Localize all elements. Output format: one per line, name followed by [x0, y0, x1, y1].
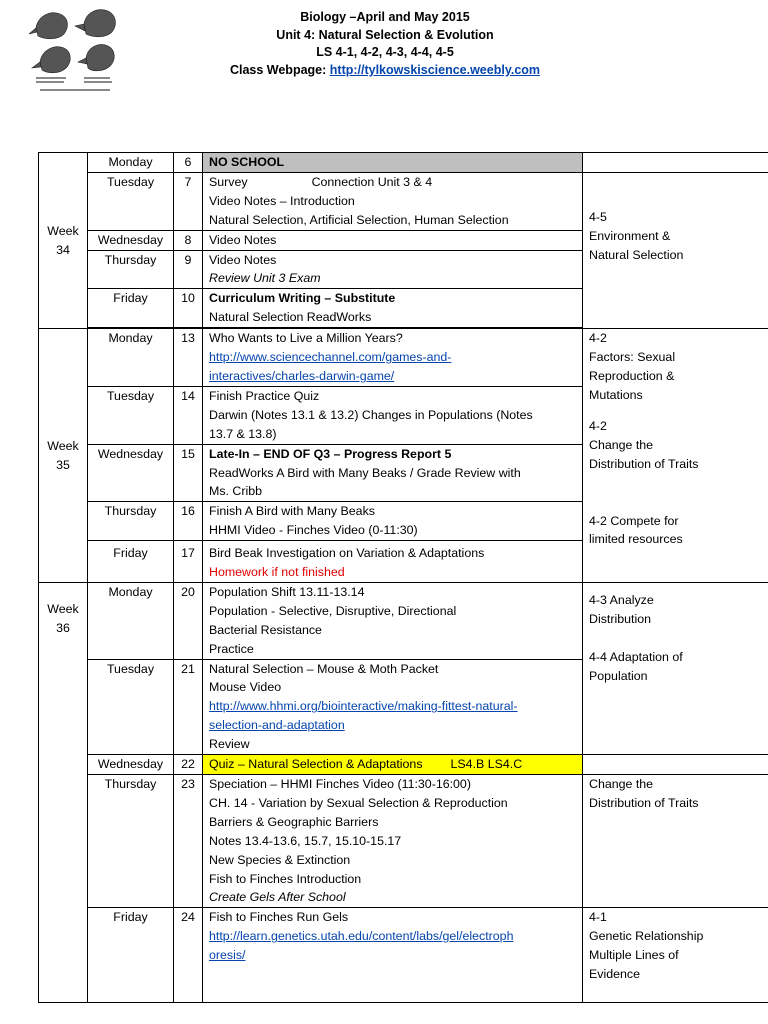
day-cell: Tuesday	[88, 659, 174, 755]
table-row	[39, 153, 768, 173]
genetics-utah-link-cont[interactable]: oresis/	[209, 948, 246, 963]
date-cell: 21	[174, 659, 203, 755]
table-row	[39, 329, 768, 387]
activity-cell: Bird Beak Investigation on Variation & Adaptations Homework if not finished	[203, 541, 583, 583]
activity-cell: Speciation – HHMI Finches Video (11:30-16:00) CH. 14 - Variation by Sexual Selection & Reproduction Barriers & Geographic Barriers Notes 13.4-13.6, 15.7, 15.10-15.17 New Species & Extinction Fish to Finches Introduction Create Gels After School	[203, 775, 583, 908]
day-cell: Friday	[88, 289, 174, 328]
day-cell: Monday	[88, 329, 174, 387]
standards-cell: 4-1 Genetic Relationship Multiple Lines of Evidence	[583, 908, 768, 1003]
day-cell: Wednesday	[88, 230, 174, 250]
activity-cell: Survey Connection Unit 3 & 4 Video Notes – Introduction Natural Selection, Artificial Selection, Human Selection	[203, 172, 583, 230]
day-cell: Thursday	[88, 250, 174, 289]
date-cell: 13	[174, 329, 203, 387]
document-header	[195, 9, 575, 79]
table-row	[39, 172, 768, 230]
day-cell: Monday	[88, 582, 174, 659]
day-cell: Friday	[88, 541, 174, 583]
date-cell: 10	[174, 289, 203, 328]
table-row	[39, 582, 768, 659]
date-cell: 23	[174, 775, 203, 908]
webpage-label: Class Webpage:	[229, 62, 327, 77]
activity-cell: Curriculum Writing – Substitute Natural Selection ReadWorks	[203, 289, 583, 328]
activity-cell: Who Wants to Live a Million Years? http://www.sciencechannel.com/games-and- interactives/charles-darwin-game/	[203, 329, 583, 387]
day-cell: Wednesday	[88, 755, 174, 775]
day-cell: Friday	[88, 908, 174, 1003]
day-cell: Monday	[88, 153, 174, 173]
activity-cell: Video Notes Review Unit 3 Exam	[203, 250, 583, 289]
week-35-label: Week 35	[39, 329, 88, 583]
header-standards: LS 4-1, 4-2, 4-3, 4-4, 4-5	[316, 45, 454, 60]
date-cell: 6	[174, 153, 203, 173]
standards-cell	[583, 755, 768, 775]
standards-cell: Change the Distribution of Traits	[583, 775, 768, 908]
day-cell: Tuesday	[88, 386, 174, 444]
activity-cell: Quiz – Natural Selection & Adaptations LS4.B LS4.C	[203, 755, 583, 775]
science-channel-link[interactable]: http://www.sciencechannel.com/games-and-	[209, 350, 452, 365]
genetics-utah-link[interactable]: http://learn.genetics.utah.edu/content/labs/gel/electroph	[209, 929, 514, 944]
activity-cell: Natural Selection – Mouse & Moth Packet Mouse Video http://www.hhmi.org/biointeractive/making-fittest-natural- selection-and-adaptation Review	[203, 659, 583, 755]
hhmi-link[interactable]: http://www.hhmi.org/biointeractive/making-fittest-natural-	[209, 699, 518, 714]
day-cell: Thursday	[88, 775, 174, 908]
date-cell: 8	[174, 230, 203, 250]
activity-cell: NO SCHOOL	[203, 153, 583, 173]
schedule-table	[38, 152, 768, 1003]
standards-cell: 4-2 Factors: Sexual Reproduction & Mutations 4-2 Change the Distribution of Traits 4-2 Compete for limited resources	[583, 329, 768, 583]
day-cell: Tuesday	[88, 172, 174, 230]
standards-cell	[583, 153, 768, 173]
date-cell: 9	[174, 250, 203, 289]
finch-beaks-illustration	[28, 4, 126, 96]
week-36-label: Week 36	[39, 582, 88, 1002]
day-cell: Thursday	[88, 502, 174, 541]
date-cell: 20	[174, 582, 203, 659]
date-cell: 22	[174, 755, 203, 775]
header-webpage	[195, 62, 575, 80]
table-row	[39, 775, 768, 908]
header-title: Biology –April and May 2015	[300, 10, 470, 24]
date-cell: 15	[174, 444, 203, 502]
activity-cell: Video Notes	[203, 230, 583, 250]
science-channel-link-cont[interactable]: interactives/charles-darwin-game/	[209, 368, 395, 383]
activity-cell: Finish Practice Quiz Darwin (Notes 13.1 & 13.2) Changes in Populations (Notes 13.7 & 13.8)	[203, 386, 583, 444]
activity-cell: Population Shift 13.11-13.14 Population - Selective, Disruptive, Directional Bacterial Resistance Practice	[203, 582, 583, 659]
hhmi-link-cont[interactable]: selection-and-adaptation	[209, 718, 345, 733]
date-cell: 14	[174, 386, 203, 444]
activity-cell: Fish to Finches Run Gels http://learn.genetics.utah.edu/content/labs/gel/electroph oresis/	[203, 908, 583, 1003]
day-cell: Wednesday	[88, 444, 174, 502]
activity-cell: Finish A Bird with Many Beaks HHMI Video - Finches Video (0-11:30)	[203, 502, 583, 541]
standards-cell: 4-5 Environment & Natural Selection	[583, 172, 768, 328]
week-34-label: Week 34	[39, 153, 88, 329]
webpage-link[interactable]: http://tylkowskiscience.weebly.com	[329, 62, 541, 77]
date-cell: 16	[174, 502, 203, 541]
table-row	[39, 755, 768, 775]
table-row	[39, 908, 768, 1003]
header-unit: Unit 4: Natural Selection & Evolution	[276, 27, 494, 42]
date-cell: 7	[174, 172, 203, 230]
activity-cell: Late-In – END OF Q3 – Progress Report 5 ReadWorks A Bird with Many Beaks / Grade Review with Ms. Cribb	[203, 444, 583, 502]
date-cell: 17	[174, 541, 203, 583]
standards-cell: 4-3 Analyze Distribution 4-4 Adaptation of Population	[583, 582, 768, 754]
date-cell: 24	[174, 908, 203, 1003]
